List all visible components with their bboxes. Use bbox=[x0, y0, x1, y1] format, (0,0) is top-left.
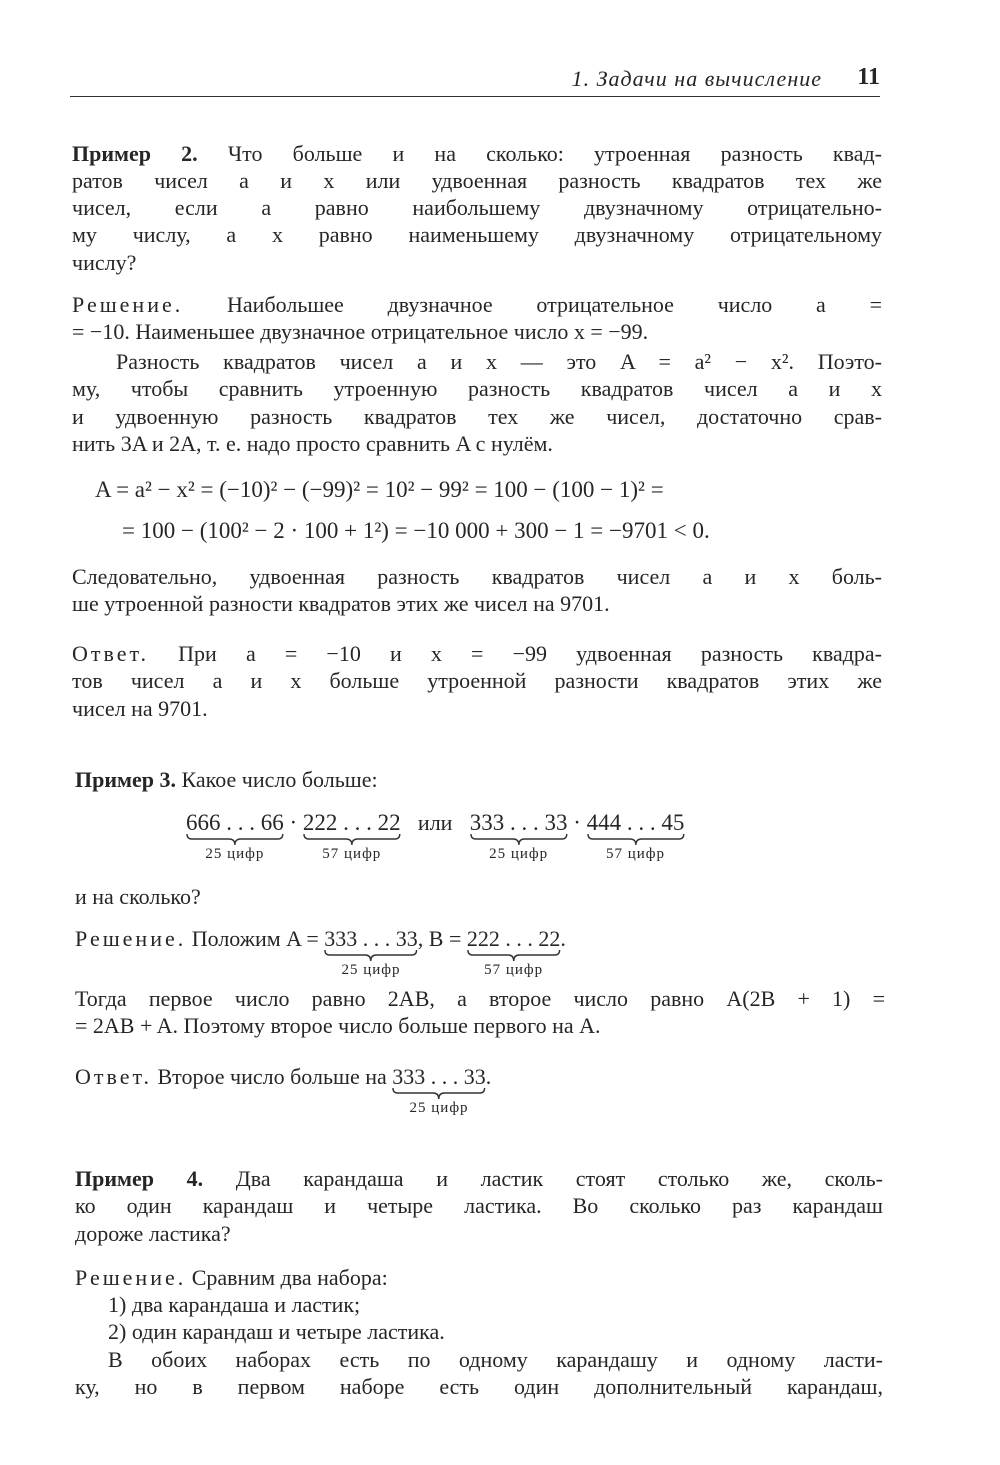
a-value bbox=[324, 924, 418, 978]
page-number: 11 bbox=[857, 64, 880, 90]
b-value-label: 57 цифр bbox=[484, 962, 544, 978]
example4-problem-1: Два карандаша и ластик стоят столько же, сколь- bbox=[235, 1166, 883, 1191]
example4-item-1: 1) два карандаша и ластик; bbox=[108, 1292, 361, 1317]
a-equals: A = bbox=[286, 926, 319, 951]
example2-answer-line-1 bbox=[72, 640, 882, 668]
underbrace-icon bbox=[467, 949, 561, 963]
factor-222 bbox=[302, 808, 401, 862]
example4-item-2: 2) один карандаш и четыре ластика. bbox=[108, 1319, 445, 1344]
factor-222-digits: 57 цифр bbox=[322, 846, 382, 862]
example3-label: Пример 3. bbox=[75, 767, 177, 792]
b-value-digits: 222 . . . 22 bbox=[466, 926, 561, 951]
example2-answer-text-1: При a = −10 и x = −99 удвоенная разность квадра- bbox=[178, 641, 882, 666]
factor-666-value: 666 . . . 66 bbox=[186, 810, 284, 835]
factor-444-value: 444 . . . 45 bbox=[586, 810, 685, 835]
example2-conclusion-1: Следовательно, удвоенная разность квадратов чисел a и x боль- bbox=[72, 564, 882, 589]
multiply-sign-1: · bbox=[289, 810, 298, 835]
factor-222-value: 222 . . . 22 bbox=[302, 810, 401, 835]
example2-solution-text-4: му, чтобы сравнить утроенную разность квадратов чисел a и x bbox=[72, 376, 882, 401]
factor-666-digits: 25 цифр bbox=[205, 846, 265, 862]
factor-333-value: 333 . . . 33 bbox=[469, 810, 568, 835]
factor-333 bbox=[469, 808, 568, 862]
section-title: 1. Задачи на вычисление bbox=[571, 66, 822, 91]
example3-comparison bbox=[186, 808, 685, 862]
a-value-label: 25 цифр bbox=[341, 962, 401, 978]
underbrace-icon bbox=[186, 833, 284, 847]
example3-then-2: = 2AB + A. Поэтому второе число больше первого на A. bbox=[75, 1013, 601, 1038]
b-value bbox=[466, 924, 561, 978]
example2-solution-text-3: Разность квадратов чисел a и x — это A = a² − x². Поэто- bbox=[116, 349, 882, 374]
underbrace-icon bbox=[303, 833, 401, 847]
example2-solution-text-2: = −10. Наименьшее двузначное отрицательное число x = −99. bbox=[72, 319, 649, 344]
example2-solution-text-6: нить 3A и 2A, т. е. надо просто сравнить A с нулём. bbox=[72, 431, 553, 456]
example2-solution-text-5: и удвоенную разность квадратов тех же чисел, достаточно срав- bbox=[72, 404, 882, 429]
example4-line-1 bbox=[75, 1165, 883, 1193]
example2-label: Пример 2. bbox=[72, 141, 198, 166]
underbrace-icon bbox=[324, 949, 418, 963]
example4-continuation-1: В обоих наборах есть по одному карандашу и одному ласти- bbox=[108, 1347, 883, 1372]
example4-continuation-2: ку, но в первом наборе есть один дополнительный карандаш, bbox=[75, 1374, 883, 1399]
example2-answer-text-3: чисел на 9701. bbox=[72, 696, 208, 721]
example3-question: Какое число больше: bbox=[181, 767, 378, 792]
example3-solution-label: Решение. bbox=[75, 926, 187, 951]
example2-answer-text-2: тов чисел a и x больше утроенной разности квадратов этих же bbox=[72, 668, 882, 693]
example4-label: Пример 4. bbox=[75, 1166, 204, 1191]
example3-then-1: Тогда первое число равно 2AB, а второе число равно A(2B + 1) = bbox=[75, 986, 885, 1011]
or-word: или bbox=[417, 810, 453, 835]
example4-problem-3: дороже ластика? bbox=[75, 1221, 231, 1246]
example2-problem-4: му числу, а x равно наименьшему двузначному отрицательному bbox=[72, 222, 882, 247]
factor-333-digits: 25 цифр bbox=[489, 846, 549, 862]
example2-solution-text-1: Наибольшее двузначное отрицательное число a = bbox=[227, 292, 883, 317]
example2-line-1 bbox=[72, 140, 882, 168]
a-value-digits: 333 . . . 33 bbox=[324, 926, 418, 951]
underbrace-icon bbox=[587, 833, 685, 847]
underbrace-icon bbox=[470, 833, 568, 847]
period: . bbox=[560, 926, 566, 951]
formula-line-2: = 100 − (100² − 2 · 100 + 1²) = −10 000 + 300 − 1 = −9701 < 0. bbox=[122, 518, 710, 543]
example2-solution-label: Решение. bbox=[72, 292, 184, 317]
answer-value-digits: 333 . . . 33 bbox=[392, 1064, 486, 1089]
formula-line-1: A = a² − x² = (−10)² − (−99)² = 10² − 99² = 100 − (100 − 1)² = bbox=[95, 477, 664, 502]
b-equals: , B = bbox=[417, 926, 462, 951]
factor-444-digits: 57 цифр bbox=[605, 846, 666, 862]
example3-solution-line bbox=[75, 924, 566, 978]
example2-problem-2: ратов чисел a и x или удвоенная разность квадратов тех же bbox=[72, 168, 882, 193]
example3-how-much: и на сколько? bbox=[75, 884, 201, 909]
example3-answer-text: Второе число больше на bbox=[157, 1064, 387, 1089]
example2-problem-1: Что больше и на сколько: утроенная разность квад- bbox=[227, 141, 883, 166]
example4-solution-intro: Сравним два набора: bbox=[191, 1265, 388, 1290]
example3-let-text: Положим bbox=[191, 926, 281, 951]
example2-conclusion-2: ше утроенной разности квадратов этих же чисел на 9701. bbox=[72, 591, 610, 616]
example2-solution-line-1 bbox=[72, 291, 882, 319]
example4-solution-line bbox=[75, 1264, 883, 1292]
example2-problem-3: чисел, если a равно наибольшему двузначному отрицательно- bbox=[72, 195, 882, 220]
answer-value-label: 25 цифр bbox=[409, 1100, 469, 1116]
answer-period: . bbox=[485, 1064, 492, 1089]
example2-answer-label: Ответ. bbox=[72, 641, 149, 666]
factor-444 bbox=[586, 808, 685, 862]
answer-value bbox=[392, 1062, 486, 1116]
example4-solution-label: Решение. bbox=[75, 1265, 187, 1290]
underbrace-icon bbox=[392, 1087, 486, 1101]
multiply-sign-2: · bbox=[573, 810, 581, 835]
example3-line-1 bbox=[75, 766, 885, 794]
factor-666 bbox=[186, 808, 284, 862]
example3-answer-line bbox=[75, 1062, 492, 1116]
example3-answer-label: Ответ. bbox=[75, 1064, 152, 1089]
running-header bbox=[70, 62, 880, 97]
example4-problem-2: ко один карандаш и четыре ластика. Во сколько раз карандаш bbox=[75, 1193, 883, 1218]
example2-problem-5: числу? bbox=[72, 250, 137, 275]
